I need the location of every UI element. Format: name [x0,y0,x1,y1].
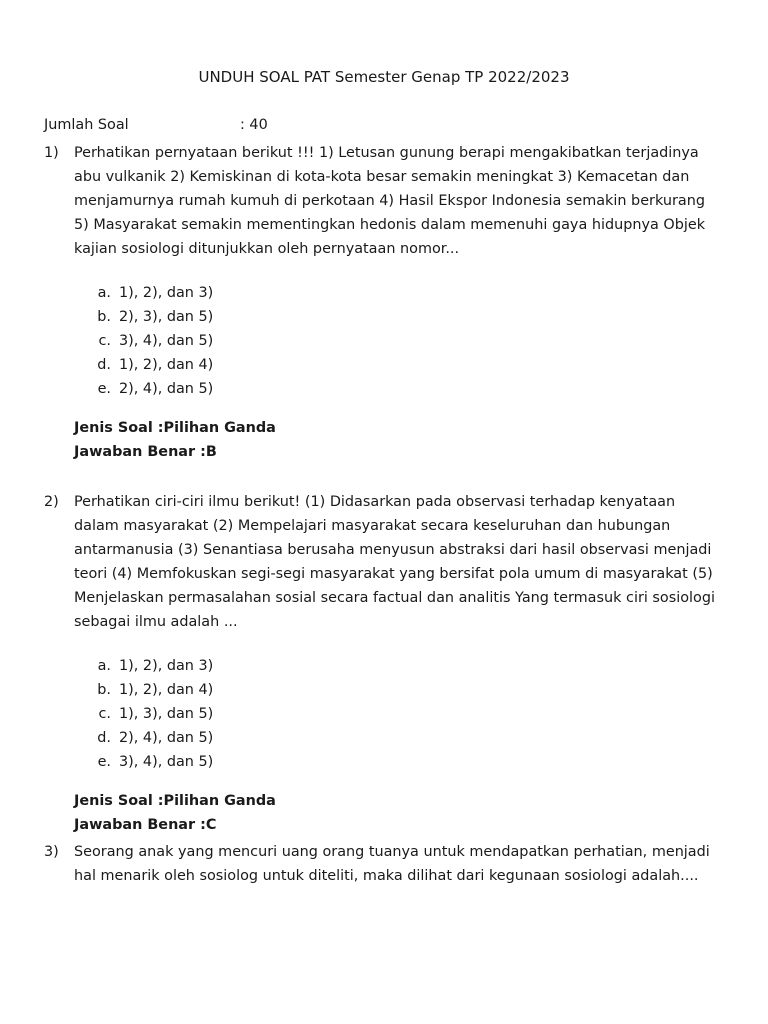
option-text: 1), 2), dan 3) [119,658,214,674]
option-text: 2), 4), dan 5) [119,730,214,746]
option-list [88,281,724,401]
option-text: 2), 3), dan 5) [119,309,214,325]
option-e [88,750,724,774]
option-d [88,726,724,750]
option-letter: e. [97,381,111,397]
correct-answer: Jawaban Benar :C [74,817,217,833]
question-1 [44,141,724,464]
option-a [88,281,724,305]
option-text: 1), 3), dan 5) [119,706,214,722]
option-e [88,377,724,401]
question-text: Perhatikan pernyataan berikut !!! 1) Letusan gunung berapi mengakibatkan terjadinya abu vulkanik 2) Kemiskinan di kota-kota besar semakin meningkat 3) Kemacetan dan menjamurnya rumah kumuh di perkotaan 4) Hasil Ekspor Indonesia semakin berkurang 5) Masyarakat semakin mementingkan hedonis dalam memenuhi gaya hidupnya Objek kajian sosiologi ditunjukkan oleh pernyataan nomor... [74,145,706,257]
option-letter: b. [97,309,111,325]
option-c [88,329,724,353]
option-c [88,702,724,726]
option-text: 1), 2), dan 4) [119,357,214,373]
document-title: UNDUH SOAL PAT Semester Genap TP 2022/2023 [198,68,570,86]
option-list [88,654,724,774]
question-3 [44,840,724,888]
option-letter: a. [97,658,111,674]
question-number: 1) [44,145,59,161]
question-text: Perhatikan ciri-ciri ilmu berikut! (1) Didasarkan pada observasi terhadap kenyataan dalam masyarakat (2) Mempelajari masyarakat secara keseluruhan dan hubungan antarmanusia (3) Senantiasa berusaha menyusun abstraksi dari hasil observasi menjadi teori (4) Memfokuskan segi-segi masyarakat yang bersifat pola umum di masyarakat (5) Menjelaskan permasalahan sosial secara factual dan analitis Yang termasuk ciri sosiologi sebagai ilmu adalah ... [74,494,715,630]
option-letter: d. [97,730,111,746]
option-text: 1), 2), dan 3) [119,285,214,301]
question-type: Jenis Soal :Pilihan Ganda [74,793,276,809]
option-text: 3), 4), dan 5) [119,754,214,770]
question-count-label: Jumlah Soal [44,117,129,133]
question-count-value: : 40 [240,117,268,133]
option-letter: c. [98,333,111,349]
correct-answer: Jawaban Benar :B [74,444,217,460]
option-letter: a. [97,285,111,301]
option-b [88,678,724,702]
question-text: Seorang anak yang mencuri uang orang tuanya untuk mendapatkan perhatian, menjadi hal menarik oleh sosiolog untuk diteliti, maka dilihat dari kegunaan sosiologi adalah.... [74,844,710,884]
question-2 [44,490,724,837]
option-letter: b. [97,682,111,698]
option-letter: d. [97,357,111,373]
question-number: 2) [44,494,59,510]
option-text: 3), 4), dan 5) [119,333,214,349]
option-b [88,305,724,329]
option-letter: e. [97,754,111,770]
option-text: 1), 2), dan 4) [119,682,214,698]
question-count [44,115,268,135]
option-text: 2), 4), dan 5) [119,381,214,397]
question-type: Jenis Soal :Pilihan Ganda [74,420,276,436]
option-d [88,353,724,377]
option-letter: c. [98,706,111,722]
question-number: 3) [44,844,59,860]
option-a [88,654,724,678]
